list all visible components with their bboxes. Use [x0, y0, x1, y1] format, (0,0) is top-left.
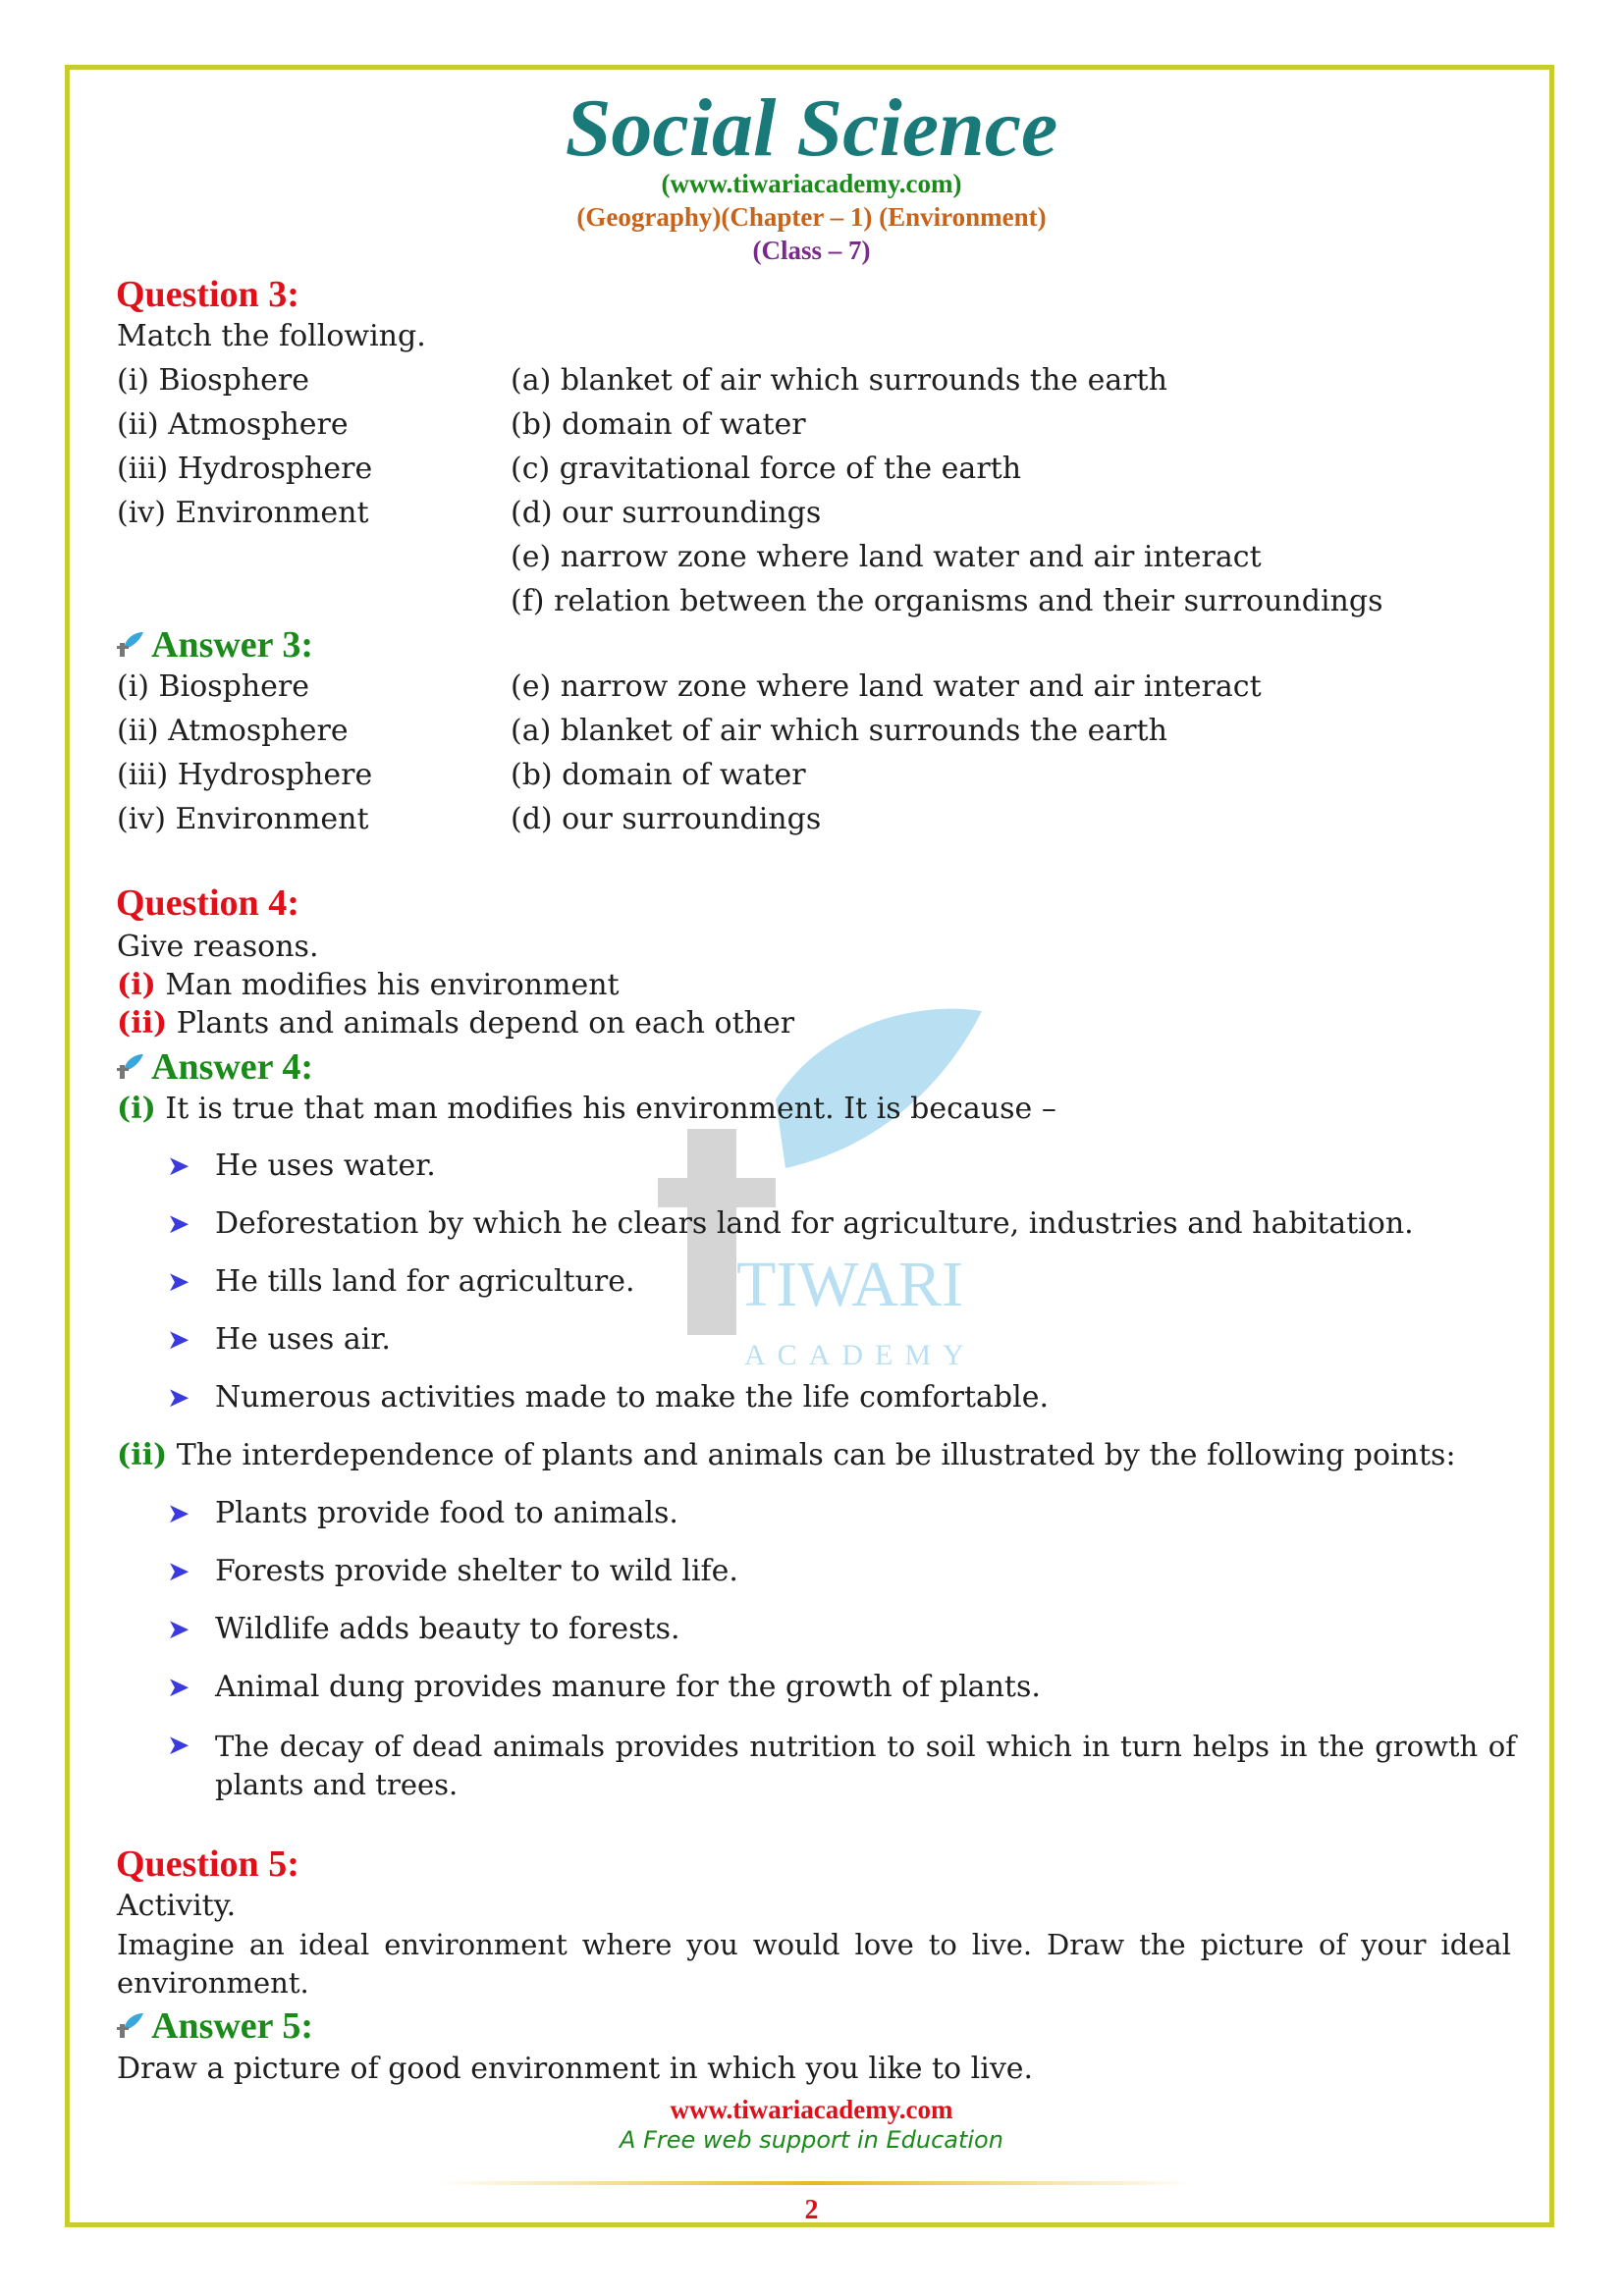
- list-item: [167, 1496, 189, 1530]
- arrow-bullet-icon: ➤: [167, 1265, 190, 1298]
- a3-right-item: (b) domain of water: [511, 758, 806, 792]
- a4-part2-intro: [117, 1438, 1456, 1472]
- arrow-bullet-icon: ➤: [167, 1613, 190, 1645]
- a3-right-item: (a) blanket of air which surrounds the earth: [511, 714, 1167, 748]
- arrow-bullet-icon: ➤: [167, 1381, 190, 1414]
- q3-left-item: (i) Biosphere: [117, 363, 310, 398]
- a4-part2-bullet: Forests provide shelter to wild life.: [215, 1554, 738, 1588]
- a4-part2-bullet: Plants provide food to animals.: [215, 1496, 678, 1530]
- footer-website: www.tiwariacademy.com: [670, 2095, 953, 2124]
- page-number: 2: [804, 2195, 819, 2225]
- q3-left-item: (iii) Hydrosphere: [117, 452, 373, 486]
- list-item: [167, 1264, 189, 1299]
- watermark-word1: TIWARI: [736, 1249, 963, 1320]
- arrow-bullet-icon: ➤: [167, 1671, 190, 1703]
- answer-5-label: Answer 5:: [151, 2005, 314, 2047]
- a3-left-item: (i) Biosphere: [117, 669, 310, 704]
- header-class: (Class – 7): [752, 236, 871, 265]
- arrow-bullet-icon: ➤: [167, 1149, 190, 1182]
- list-item: [167, 1380, 189, 1415]
- q3-right-item: (e) narrow zone where land water and air interact: [511, 540, 1262, 574]
- q3-left-item: (iv) Environment: [117, 496, 369, 530]
- header-chapter: (Geography)(Chapter – 1) (Environment): [576, 202, 1047, 232]
- question-4-heading: Question 4:: [116, 882, 299, 924]
- arrow-bullet-icon: ➤: [167, 1555, 190, 1587]
- q4-item-text: Man modifies his environment: [165, 968, 620, 1002]
- arrow-bullet-icon: ➤: [167, 1729, 190, 1761]
- a3-left-item: (iv) Environment: [117, 802, 369, 836]
- answer-3-label: Answer 3:: [151, 624, 314, 666]
- question-3-heading: Question 3:: [116, 274, 299, 315]
- a4-part2-bullet: Animal dung provides manure for the growth of plants.: [215, 1670, 1041, 1704]
- q3-right-item: (c) gravitational force of the earth: [511, 452, 1022, 486]
- footer-divider: [437, 2181, 1193, 2185]
- q4-item-text: Plants and animals depend on each other: [176, 1006, 795, 1041]
- a3-left-item: (ii) Atmosphere: [117, 714, 349, 748]
- question-4-prompt: Give reasons.: [117, 930, 319, 964]
- page-title: Social Science: [565, 82, 1058, 174]
- arrow-bullet-icon: ➤: [167, 1207, 190, 1240]
- footer-tagline: A Free web support in Education: [620, 2126, 1003, 2154]
- question-3-prompt: Match the following.: [117, 319, 426, 353]
- question-5-text: Imagine an ideal environment where you would love to live. Draw the picture of your ideal environment.: [117, 1928, 1511, 2000]
- answer-4-heading: [116, 1045, 313, 1089]
- q3-right-item: (d) our surroundings: [511, 496, 822, 530]
- q4-item-label: (ii): [117, 1006, 168, 1041]
- list-item: [167, 1554, 189, 1588]
- a4-part1-bullet: Numerous activities made to make the life comfortable.: [215, 1380, 1050, 1415]
- header-website: (www.tiwariacademy.com): [661, 169, 962, 198]
- q4-item: [117, 968, 620, 1002]
- q3-right-item: (f) relation between the organisms and their surroundings: [511, 584, 1383, 618]
- answer-4-label: Answer 4:: [151, 1046, 314, 1088]
- a4-part1-bullet: He tills land for agriculture.: [215, 1264, 635, 1299]
- a4-part1-bullet: He uses water.: [215, 1148, 436, 1183]
- tiwari-logo-icon: [116, 629, 145, 659]
- a4-part1-intro: [117, 1092, 1056, 1126]
- a4-part2-label: (ii): [117, 1438, 168, 1472]
- answer-5-heading: [116, 2004, 313, 2048]
- answer-3-heading: [116, 623, 313, 667]
- list-item: [167, 1322, 189, 1357]
- list-item: [167, 1728, 189, 1762]
- a3-left-item: (iii) Hydrosphere: [117, 758, 373, 792]
- a4-part2-bullet: Wildlife adds beauty to forests.: [215, 1612, 680, 1646]
- q3-right-item: (a) blanket of air which surrounds the earth: [511, 363, 1167, 398]
- list-item: [167, 1612, 189, 1646]
- a4-part2-text: The interdependence of plants and animals can be illustrated by the following points:: [176, 1438, 1456, 1472]
- tiwari-academy-watermark: [628, 982, 982, 1394]
- a4-part1-bullet: Deforestation by which he clears land for agriculture, industries and habitation.: [215, 1206, 1414, 1241]
- tiwari-logo-icon: [116, 1051, 145, 1081]
- q3-right-item: (b) domain of water: [511, 407, 806, 442]
- list-item: [167, 1206, 189, 1241]
- list-item: [167, 1670, 189, 1704]
- a4-part2-bullet: The decay of dead animals provides nutrition to soil which in turn helps in the growth of plants and trees.: [215, 1730, 1516, 1801]
- answer-5-text: Draw a picture of good environment in which you like to live.: [117, 2052, 1034, 2086]
- a4-part1-text: It is true that man modifies his environment. It is because –: [165, 1092, 1056, 1126]
- q4-item: [117, 1006, 794, 1041]
- q3-left-item: (ii) Atmosphere: [117, 407, 349, 442]
- arrow-bullet-icon: ➤: [167, 1497, 190, 1529]
- tiwari-logo-icon: [116, 2010, 145, 2040]
- a3-right-item: (e) narrow zone where land water and air interact: [511, 669, 1262, 704]
- arrow-bullet-icon: ➤: [167, 1323, 190, 1356]
- question-5-prompt: Activity.: [117, 1889, 237, 1923]
- q4-item-label: (i): [117, 968, 156, 1002]
- list-item: [167, 1148, 189, 1183]
- a3-right-item: (d) our surroundings: [511, 802, 822, 836]
- a4-part1-bullet: He uses air.: [215, 1322, 391, 1357]
- a4-part1-label: (i): [117, 1092, 156, 1126]
- watermark-word2: ACADEMY: [744, 1339, 976, 1371]
- question-5-heading: Question 5:: [116, 1843, 299, 1885]
